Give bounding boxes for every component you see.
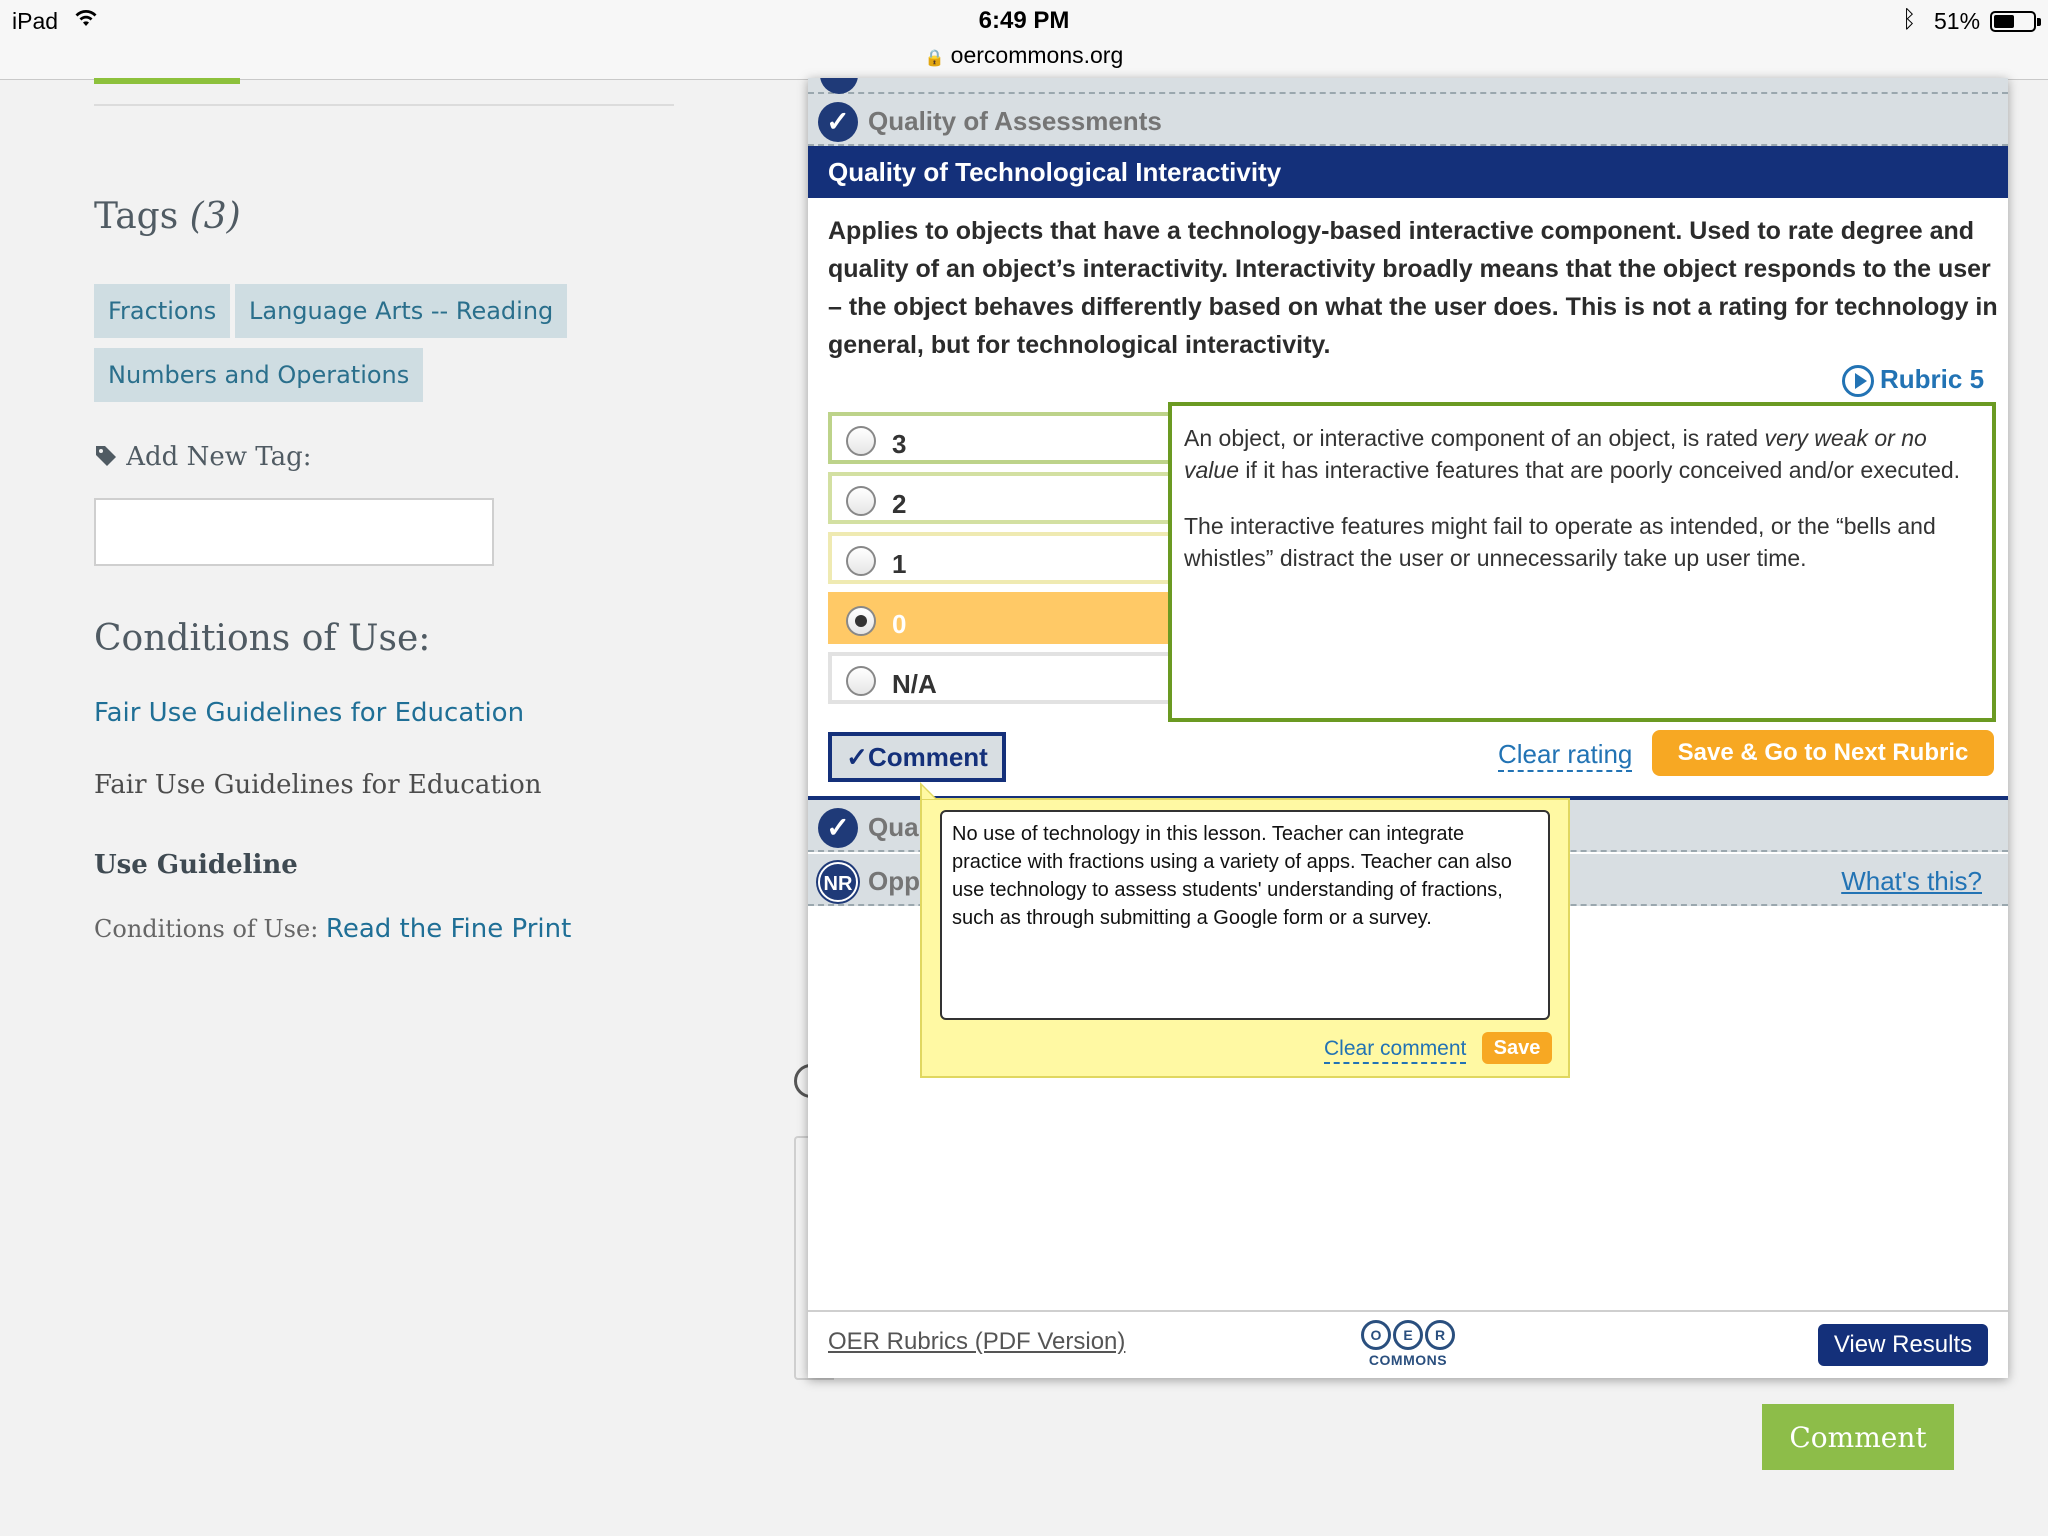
rubric-description: Applies to objects that have a technology-based interactive component. Used to rate degree and quality of an object’s interactivity. Interactivity broadly means that the object responds to the user – the object behaves differently based on what the user does. This is not a rating for technology in general, but for technological interactivity. bbox=[828, 217, 1998, 359]
criteria-paragraph-2: The interactive features might fail to operate as intended, or the “bells and whistles” distract the user or unnecessarily take up user time. bbox=[1184, 513, 1936, 571]
save-comment-button[interactable]: Save bbox=[1482, 1032, 1552, 1064]
rating-option-2[interactable]: 2 bbox=[828, 472, 1188, 524]
rating-criteria-box bbox=[1168, 402, 1996, 722]
battery-percent: 51% bbox=[1934, 8, 1981, 34]
check-icon: ✓ bbox=[818, 808, 858, 848]
tags-heading: Tags (3) bbox=[94, 196, 241, 237]
fine-print-link[interactable]: Read the Fine Print bbox=[325, 914, 572, 944]
add-tag-input[interactable] bbox=[94, 498, 494, 566]
tag-fractions[interactable]: Fractions bbox=[94, 284, 230, 338]
green-accent-bar bbox=[94, 78, 240, 84]
rubric-title: Qua bbox=[868, 812, 919, 842]
conditions-heading: Conditions of Use: bbox=[94, 618, 431, 659]
radio-button-selected[interactable] bbox=[846, 606, 876, 636]
previous-rubric-row[interactable] bbox=[808, 78, 2008, 94]
url-text: oercommons.org bbox=[950, 42, 1124, 68]
whats-this-link[interactable]: What's this? bbox=[1841, 866, 1982, 896]
conditions-text: Fair Use Guidelines for Education bbox=[94, 770, 542, 800]
rating-option-1[interactable]: 1 bbox=[828, 532, 1188, 584]
use-guideline-heading: Use Guideline bbox=[94, 850, 298, 880]
comment-button[interactable]: Comment bbox=[1762, 1404, 1954, 1470]
rating-option-na[interactable]: N/A bbox=[828, 652, 1188, 704]
conditions-of-use-line: Conditions of Use: Read the Fine Print bbox=[94, 914, 572, 944]
battery-icon bbox=[1990, 11, 2036, 32]
comment-popup bbox=[920, 798, 1570, 1078]
save-next-rubric-button[interactable]: Save & Go to Next Rubric bbox=[1652, 730, 1994, 776]
clear-rating-link[interactable]: Clear rating bbox=[1498, 738, 1632, 772]
active-rubric-header[interactable]: Quality of Technological Interactivity bbox=[808, 146, 2008, 198]
rubric-number-link[interactable]: Rubric 5 bbox=[1842, 364, 1984, 397]
status-time: 6:49 PM bbox=[978, 7, 1070, 34]
divider bbox=[94, 104, 674, 106]
add-tag-label: Add New Tag: bbox=[94, 442, 311, 472]
rubric-modal bbox=[808, 78, 2008, 1378]
tag-numbers-and-operations[interactable]: Numbers and Operations bbox=[94, 348, 423, 402]
oer-commons-logo: O E R COMMONS bbox=[1358, 1320, 1458, 1372]
clear-comment-link[interactable]: Clear comment bbox=[1324, 1036, 1466, 1064]
check-icon: ✓ bbox=[818, 102, 858, 142]
rubric-title: Quality of Assessments bbox=[868, 106, 1162, 136]
fair-use-link[interactable]: Fair Use Guidelines for Education bbox=[94, 698, 525, 728]
tag-language-arts-reading[interactable]: Language Arts -- Reading bbox=[235, 284, 567, 338]
comment-textarea[interactable] bbox=[940, 810, 1550, 1020]
not-rated-icon: NR bbox=[818, 862, 858, 902]
radio-button[interactable] bbox=[846, 486, 876, 516]
rubric-row-quality-of-assessments[interactable] bbox=[808, 94, 2008, 146]
view-results-button[interactable]: View Results bbox=[1818, 1324, 1988, 1366]
address-bar[interactable] bbox=[0, 42, 2048, 69]
rating-option-0[interactable]: 0 bbox=[828, 592, 1188, 644]
radio-button[interactable] bbox=[846, 426, 876, 456]
rating-option-3[interactable]: 3 bbox=[828, 412, 1188, 464]
pdf-rubrics-link[interactable]: OER Rubrics (PDF Version) bbox=[828, 1328, 1126, 1355]
radio-button[interactable] bbox=[846, 666, 876, 696]
modal-footer bbox=[808, 1310, 2008, 1378]
device-name: iPad bbox=[12, 8, 59, 34]
radio-button[interactable] bbox=[846, 546, 876, 576]
rubric-title: Opp bbox=[868, 866, 920, 896]
checkmark-icon: ✓ bbox=[846, 742, 868, 772]
status-bar bbox=[0, 0, 2048, 80]
lock-icon: 🔒 bbox=[924, 50, 945, 67]
bluetooth-icon: ᛒ bbox=[1902, 6, 1917, 33]
play-icon bbox=[1842, 365, 1874, 397]
tag-icon bbox=[94, 442, 126, 472]
criteria-paragraph-1: An object, or interactive component of an object, is rated very weak or no value if it has interactive features that are poorly conceived and/or executed. bbox=[1184, 425, 1961, 483]
comment-toggle-button[interactable]: ✓Comment bbox=[828, 732, 1006, 782]
